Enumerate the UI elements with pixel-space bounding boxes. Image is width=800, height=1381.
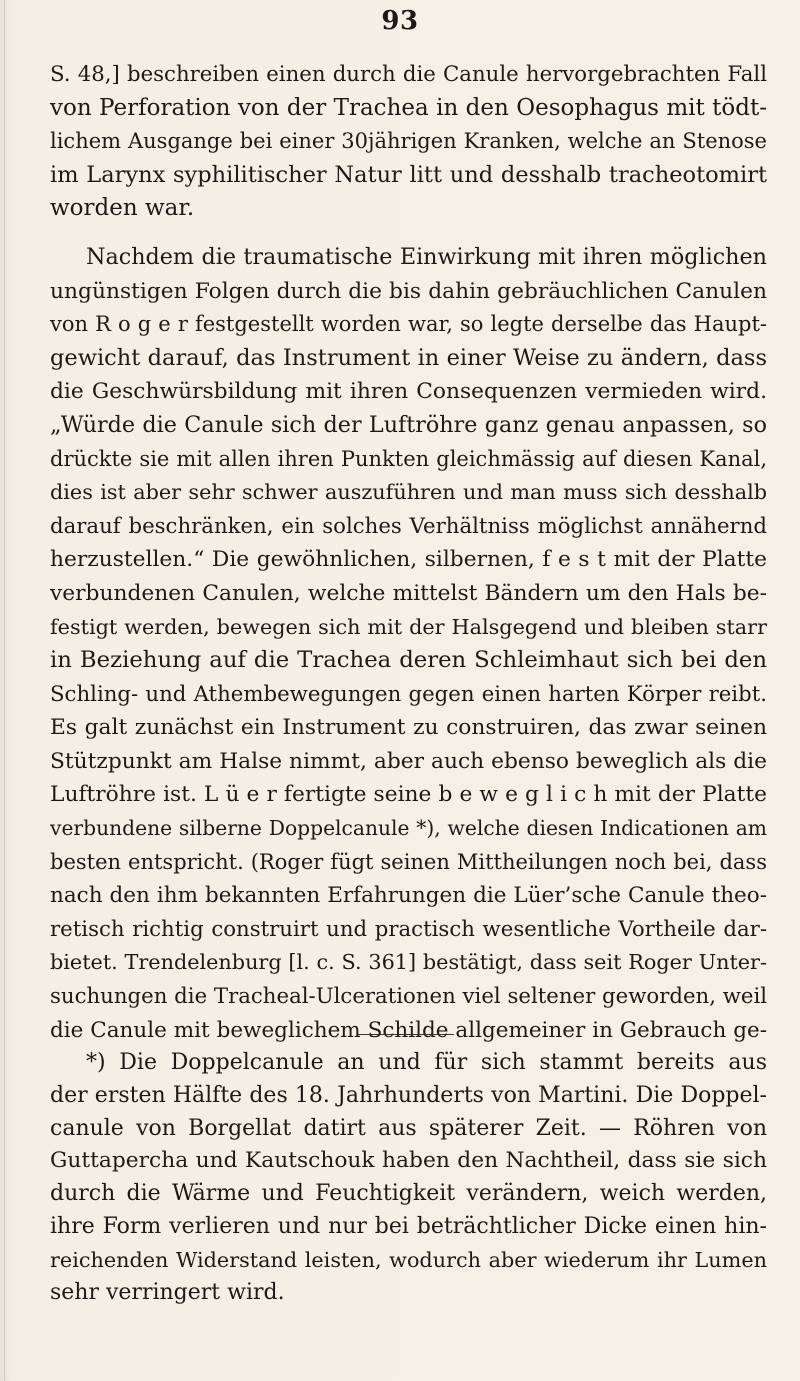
main-text bbox=[50, 58, 767, 1047]
text-line: gewicht darauf, das Instrument in einer Weise zu ändern, dass bbox=[50, 344, 767, 371]
text-line: in Beziehung auf die Trachea deren Schleimhaut sich bei den bbox=[50, 647, 767, 674]
text-line: die Canule mit beweglichem Schilde allgemeiner in Gebrauch ge- bbox=[50, 1017, 767, 1043]
footnote-line: sehr verringert wird. bbox=[50, 1279, 285, 1305]
text-line: herzustellen.“ Die gewöhnlichen, silbernen, f e s t mit der Platte bbox=[50, 547, 767, 573]
text-line: dies ist aber sehr schwer auszuführen und man muss sich desshalb bbox=[50, 480, 767, 505]
text-line: verbundenen Canulen, welche mittelst Bändern um den Hals be- bbox=[50, 580, 767, 606]
footnote-divider bbox=[358, 1034, 454, 1035]
text-line: lichem Ausgange bei einer 30jährigen Kranken, welche an Stenose bbox=[50, 129, 767, 154]
footnote-line: der ersten Hälfte des 18. Jahrhunderts von Martini. Die Doppel- bbox=[50, 1082, 767, 1108]
footnote-line: canule von Borgellat datirt aus späterer Zeit. — Röhren von bbox=[50, 1115, 767, 1141]
footnote bbox=[50, 1047, 767, 1309]
text-line: Schling- und Athembewegungen gegen einen harten Körper reibt. bbox=[50, 681, 767, 707]
text-line: Luftröhre ist. L ü e r fertigte seine b e w e g l i c h mit der Platte bbox=[50, 782, 767, 808]
text-line: worden war. bbox=[50, 195, 195, 222]
text-line: ungünstigen Folgen durch die bis dahin gebräuchlichen Canulen bbox=[50, 278, 767, 304]
text-line: festigt werden, bewegen sich mit der Halsgegend und bleiben starr bbox=[50, 614, 767, 639]
text-line: Stützpunkt am Halse nimmt, aber auch ebenso beweglich als die bbox=[50, 748, 767, 774]
text-line: darauf beschränken, ein solches Verhältniss möglichst annähernd bbox=[50, 513, 767, 539]
text-line: retisch richtig construirt und practisch wesentliche Vortheile dar- bbox=[50, 916, 767, 942]
text-line: drückte sie mit allen ihren Punkten gleichmässig auf diesen Kanal, bbox=[50, 446, 767, 471]
text-line: von R o g e r festgestellt worden war, so legte derselbe das Haupt- bbox=[50, 312, 767, 337]
footnote-line: ihre Form verlieren und nur bei beträchtlicher Dicke einen hin- bbox=[50, 1213, 767, 1239]
page-edge-line bbox=[4, 0, 5, 1381]
text-line: „Würde die Canule sich der Luftröhre ganz genau anpassen, so bbox=[50, 411, 767, 438]
text-line: im Larynx syphilitischer Natur litt und desshalb tracheotomirt bbox=[50, 161, 767, 188]
text-line: verbundene silberne Doppelcanule *), welche diesen Indicationen am bbox=[50, 816, 767, 841]
text-line: von Perforation von der Trachea in den Oesophagus mit tödt- bbox=[50, 94, 767, 121]
footnote-line: durch die Wärme und Feuchtigkeit verändern, weich werden, bbox=[50, 1181, 767, 1207]
text-line: suchungen die Tracheal-Ulcerationen viel seltener geworden, weil bbox=[50, 984, 768, 1010]
text-line: nach den ihm bekannten Erfahrungen die Lüer’sche Canule theo- bbox=[50, 883, 767, 909]
footnote-line: reichenden Widerstand leisten, wodurch aber wiederum ihr Lumen bbox=[50, 1247, 767, 1272]
text-line: die Geschwürsbildung mit ihren Consequenzen vermieden wird. bbox=[50, 379, 767, 405]
footnote-line: Guttapercha und Kautschouk haben den Nachtheil, dass sie sich bbox=[50, 1148, 767, 1174]
footnote-line: *) Die Doppelcanule an und für sich stammt bereits aus bbox=[86, 1050, 767, 1075]
text-line: Es galt zunächst ein Instrument zu construiren, das zwar seinen bbox=[50, 715, 767, 741]
text-line: Nachdem die traumatische Einwirkung mit ihren möglichen bbox=[86, 243, 767, 270]
text-line: besten entspricht. (Roger fügt seinen Mittheilungen noch bei, dass bbox=[50, 849, 767, 874]
text-line: S. 48,] beschreiben einen durch die Canule hervorgebrachten Fall bbox=[50, 62, 767, 87]
page-number: 93 bbox=[381, 6, 419, 36]
text-line: bietet. Trendelenburg [l. c. S. 361] bestätigt, dass seit Roger Unter- bbox=[50, 950, 767, 975]
